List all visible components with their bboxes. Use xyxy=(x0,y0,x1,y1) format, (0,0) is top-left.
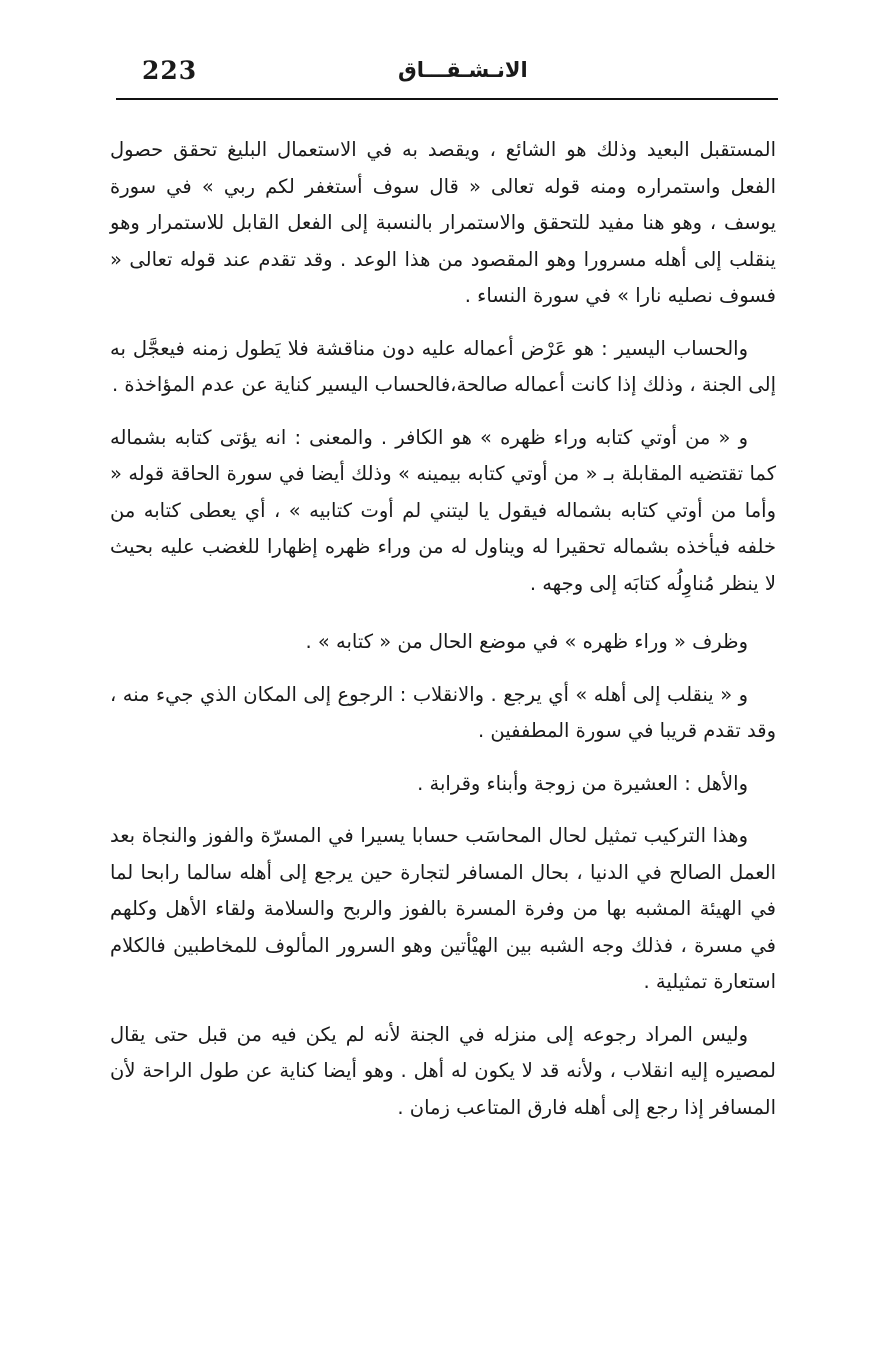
paragraph: وظرف « وراء ظهره » في موضع الحال من « كتابه » . xyxy=(305,630,748,653)
header-rule xyxy=(116,98,778,100)
paragraph: وهذا التركيب تمثيل لحال المحاسَب حسابا يسيرا في المسرّة والفوز والنجاة بعد العمل الصالح في الدنيا ، بحال المسافر لتجارة حين يرجع إلى أهله سالما رابحا لما في الهيئة المشبه بها من وفرة المسرة بالفوز والربح والسلامة ولقاء الأهل وكلهم في مسرة ، فذلك وجه الشبه بين الهيْأتين وهو السرور المألوف للمخاطبين فالكلام استعارة تمثيلية . xyxy=(110,824,776,993)
paragraph: والأهل : العشيرة من زوجة وأبناء وقرابة . xyxy=(417,771,748,795)
paragraph: المستقبل البعيد وذلك هو الشائع ، ويقصد به في الاستعمال البليغ تحقق حصول الفعل واستمراره ومنه قوله تعالى « قال سوف أستغفر لكم ربي » في سورة يوسف ، وهو هنا مفيد للتحقق والاستمرار بالنسبة إلى الفعل القابل للاستمرار وهو ينقلب إلى أهله مسرورا وهو المقصود من هذا الوعد . وقد تقدم عند قوله تعالى « فسوف نصليه نارا » في سورة النساء . xyxy=(110,138,776,307)
paragraph: و « من أوتي كتابه وراء ظهره » هو الكافر . والمعنى : انه يؤتى كتابه بشماله كما تقتضيه المقابلة بـ « من أوتي كتابه بيمينه » وذلك أيضا في سورة الحاقة قوله « وأما من أوتي كتابه بشماله فيقول يا ليتني لم أوت كتابيه » ، أي يعطى كتابه من خلفه فيأخذه بشماله تحقيرا له ويناول له من وراء ظهره إظهارا للغضب عليه بحيث لا ينظر مُناوِلُه كتابَه إلى وجهه . xyxy=(110,425,776,595)
paragraph: و « ينقلب إلى أهله » أي يرجع . والانقلاب : الرجوع إلى المكان الذي جيء منه ، وقد تقدم قريبا في سورة المطففين . xyxy=(110,682,776,742)
page-number: 223 xyxy=(142,56,198,85)
paragraph: وليس المراد رجوعه إلى منزله في الجنة لأنه لم يكن فيه من قبل حتى يقال لمصيره إليه انقلاب ، ولأنه قد لا يكون له أهل . وهو أيضا كناية عن طول الراحة لأن المسافر إذا رجع إلى أهله فارق المتاعب زمان . xyxy=(110,1022,776,1119)
body-text xyxy=(110,132,776,1142)
paragraph: والحساب اليسير : هو عَرْض أعماله عليه دون مناقشة فلا يَطول زمنه فيعجَّل به إلى الجنة ، وذلك إذا كانت أعماله صالحة،فالحساب اليسير كناية عن عدم المؤاخذة . xyxy=(110,336,776,396)
page-header xyxy=(118,52,778,98)
running-title: الانـشـقـــاق xyxy=(398,58,528,82)
